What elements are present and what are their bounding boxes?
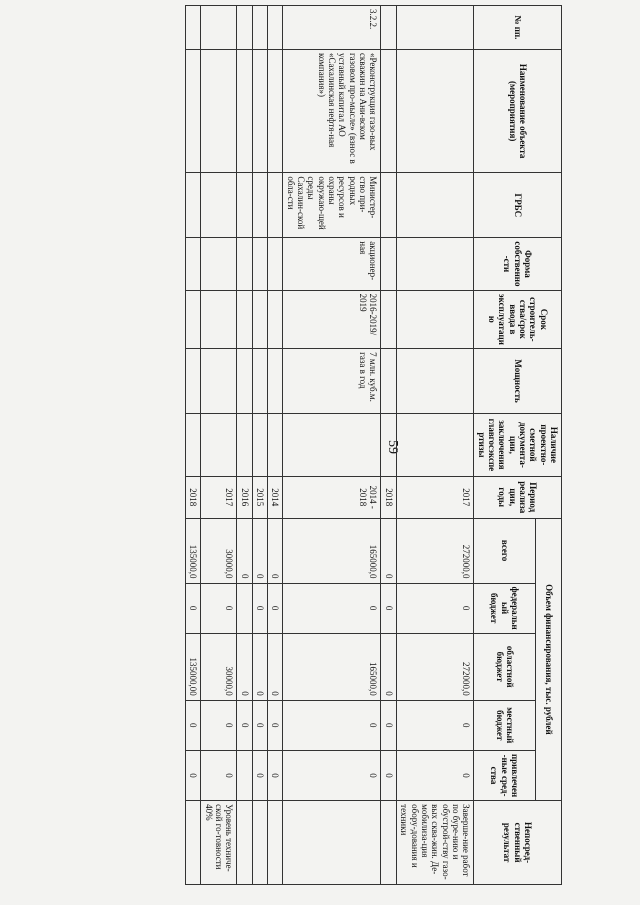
- cell-ownership: [381, 238, 396, 290]
- cell-regional: 0: [381, 633, 396, 700]
- cell-local: 0: [381, 700, 396, 750]
- cell-grbs: [252, 173, 267, 238]
- cell-deadline: [268, 290, 283, 349]
- cell-attracted: 0: [396, 750, 473, 800]
- cell-regional: 272000,0: [396, 633, 473, 700]
- cell-name: [186, 49, 201, 172]
- cell-result: [283, 801, 381, 885]
- cell-attracted: 0: [252, 750, 267, 800]
- cell-regional: 0: [237, 633, 252, 700]
- header-num: № пп.: [474, 6, 562, 50]
- header-federal: федеральный бюджет: [474, 583, 536, 633]
- header-attracted: привлечен-ные сред-ства: [474, 750, 536, 800]
- cell-capacity: [381, 349, 396, 414]
- table-row: [186, 6, 201, 885]
- cell-period: 2018: [186, 476, 201, 518]
- cell-capacity: [186, 349, 201, 414]
- header-grbs: ГРБС: [474, 173, 562, 238]
- cell-result: [186, 801, 201, 885]
- cell-grbs: [381, 173, 396, 238]
- cell-attracted: [237, 750, 252, 800]
- cell-num: [381, 6, 396, 50]
- cell-federal: [237, 583, 252, 633]
- cell-total: 0: [381, 518, 396, 583]
- cell-result: Заверше-ние работ по буре-нию и обустрой-ству газо-вых сква-жин. Де-мобилиза-ция обору-дования и техники: [396, 801, 473, 885]
- cell-federal: 0: [252, 583, 267, 633]
- cell-regional: 165000,0: [283, 633, 381, 700]
- cell-capacity: [252, 349, 267, 414]
- header-ownership: Форма собственно-сти: [474, 238, 562, 290]
- cell-result: [268, 801, 283, 885]
- cell-design-docs: [186, 414, 201, 477]
- cell-grbs: [396, 173, 473, 238]
- cell-total: 30000,0: [201, 518, 237, 583]
- cell-capacity: [396, 349, 473, 414]
- header-name: Наименование объекта (мероприятия): [474, 49, 562, 172]
- cell-period: 2016: [237, 476, 252, 518]
- cell-name: [268, 49, 283, 172]
- cell-result: [381, 801, 396, 885]
- cell-total: 0: [252, 518, 267, 583]
- page-number: 59: [385, 440, 400, 454]
- cell-federal: 0: [283, 583, 381, 633]
- cell-ownership: [237, 238, 252, 290]
- table-row: [283, 6, 381, 885]
- cell-capacity: [237, 349, 252, 414]
- cell-federal: 0: [201, 583, 237, 633]
- cell-result: [237, 801, 252, 885]
- cell-grbs: [186, 173, 201, 238]
- cell-total: 135000,0: [186, 518, 201, 583]
- table-row: [237, 6, 252, 885]
- cell-capacity: [201, 349, 237, 414]
- cell-regional: 135000,00: [186, 633, 201, 700]
- cell-num: [252, 6, 267, 50]
- cell-local: 0: [283, 700, 381, 750]
- cell-local: 0: [268, 700, 283, 750]
- header-total: всего: [474, 518, 536, 583]
- cell-name: [396, 49, 473, 172]
- cell-period: 2015: [252, 476, 267, 518]
- cell-deadline: 2016-2019/ 2019: [283, 290, 381, 349]
- cell-num: [201, 6, 237, 50]
- cell-num: [237, 6, 252, 50]
- funding-table: [185, 5, 562, 885]
- cell-ownership: акционер-ная: [283, 238, 381, 290]
- cell-name: «Реконструкция газо-вых скважин на Ани-вском газовом про-мысле» (взнос в уставный капитал АО «Сахалинская нефтя-ная компания»): [283, 49, 381, 172]
- cell-deadline: [252, 290, 267, 349]
- cell-attracted: 0: [201, 750, 237, 800]
- table-row: [201, 6, 237, 885]
- cell-deadline: [186, 290, 201, 349]
- cell-local: 0: [237, 700, 252, 750]
- cell-design-docs: [396, 414, 473, 477]
- cell-design-docs: [237, 414, 252, 477]
- cell-name: [381, 49, 396, 172]
- cell-deadline: [237, 290, 252, 349]
- cell-period: 2014: [268, 476, 283, 518]
- cell-local: 0: [252, 700, 267, 750]
- cell-federal: 0: [396, 583, 473, 633]
- cell-grbs: [201, 173, 237, 238]
- cell-attracted: 0: [186, 750, 201, 800]
- rotated-table-container: [132, 5, 562, 885]
- cell-ownership: [201, 238, 237, 290]
- cell-grbs: Министер-ство при-родных ресурсов и охраны окружаю-щей среды Сахалин-ской обла-сти: [283, 173, 381, 238]
- cell-total: 0: [237, 518, 252, 583]
- table-row: [381, 6, 396, 885]
- header-result: Непосред-ственный результат: [474, 801, 562, 885]
- cell-grbs: [268, 173, 283, 238]
- cell-federal: 0: [186, 583, 201, 633]
- header-deadline: Срок строитель-ства/срок ввода в эксплуатацию: [474, 290, 562, 349]
- cell-ownership: [252, 238, 267, 290]
- header-regional: областной бюджет: [474, 633, 536, 700]
- header-capacity: Мощность: [474, 349, 562, 414]
- table-row: [396, 6, 473, 885]
- cell-capacity: [268, 349, 283, 414]
- cell-name: [201, 49, 237, 172]
- cell-attracted: 0: [268, 750, 283, 800]
- cell-attracted: 0: [381, 750, 396, 800]
- cell-capacity: 7 млн. куб.м. газа в год: [283, 349, 381, 414]
- cell-local: 0: [396, 700, 473, 750]
- cell-deadline: [381, 290, 396, 349]
- cell-period: 2017: [396, 476, 473, 518]
- cell-ownership: [396, 238, 473, 290]
- cell-deadline: [396, 290, 473, 349]
- cell-num: 3.2.2.: [283, 6, 381, 50]
- cell-total: 272000,0: [396, 518, 473, 583]
- cell-design-docs: [381, 414, 396, 477]
- cell-grbs: [237, 173, 252, 238]
- cell-regional: 30000,0: [201, 633, 237, 700]
- cell-design-docs: [252, 414, 267, 477]
- cell-deadline: [201, 290, 237, 349]
- header-funding: Объем финансирования, тыс. рублей: [535, 518, 561, 801]
- table-row: [252, 6, 267, 885]
- cell-design-docs: [268, 414, 283, 477]
- cell-regional: 0: [252, 633, 267, 700]
- cell-period: 2017: [201, 476, 237, 518]
- cell-num: [396, 6, 473, 50]
- header-row-1: [535, 6, 561, 885]
- cell-result: Уровень техниче-ской го-товности 40%: [201, 801, 237, 885]
- table-row: [268, 6, 283, 885]
- header-design-docs: Наличие проектно-сметной документа-ции, заключения главгосэкспертизы: [474, 414, 562, 477]
- cell-design-docs: [201, 414, 237, 477]
- cell-period: 2014 - 2018: [283, 476, 381, 518]
- cell-num: [268, 6, 283, 50]
- cell-total: 165000,0: [283, 518, 381, 583]
- cell-local: 0: [201, 700, 237, 750]
- cell-num: [186, 6, 201, 50]
- cell-design-docs: [283, 414, 381, 477]
- cell-period: 2018: [381, 476, 396, 518]
- cell-ownership: [268, 238, 283, 290]
- cell-name: [252, 49, 267, 172]
- cell-regional: 0: [268, 633, 283, 700]
- cell-attracted: 0: [283, 750, 381, 800]
- cell-total: 0: [268, 518, 283, 583]
- cell-name: [237, 49, 252, 172]
- cell-result: [252, 801, 267, 885]
- header-local: местный бюджет: [474, 700, 536, 750]
- cell-federal: 0: [268, 583, 283, 633]
- header-period: Период реализации, годы: [474, 476, 562, 518]
- cell-local: 0: [186, 700, 201, 750]
- cell-federal: 0: [381, 583, 396, 633]
- cell-ownership: [186, 238, 201, 290]
